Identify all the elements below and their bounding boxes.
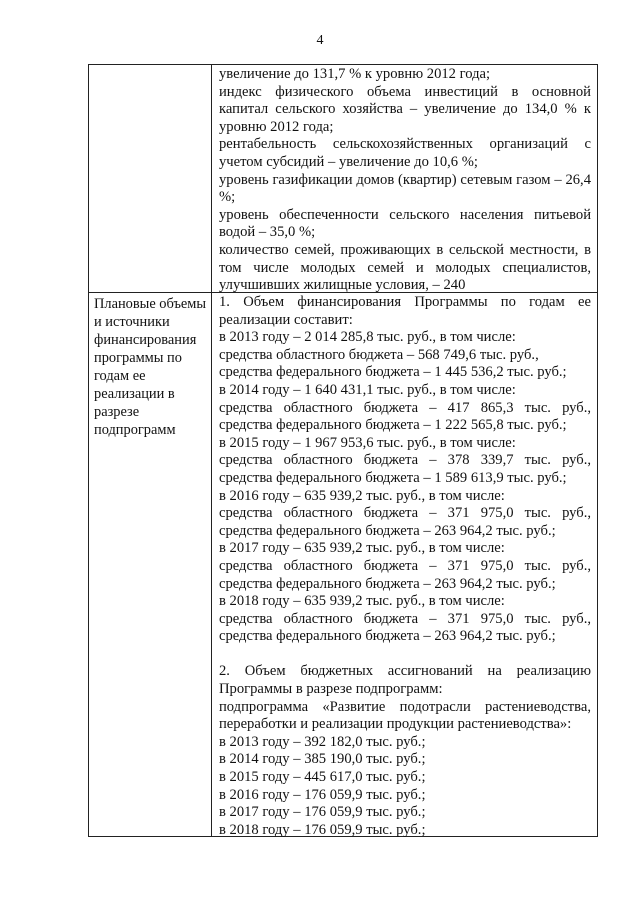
financing-line: в 2016 году – 635 939,2 тыс. руб., в том числе: [219,487,505,504]
column-divider [211,65,212,836]
indicator-item: количество семей, проживающих в сельской местности, в том числе молодых семей и молодых специалистов, улучшивших жилищные условия, – 240 [219,241,591,294]
indicator-item: уровень газификации домов (квартир) сетевым газом – 26,4 %; [219,171,591,206]
allocation-line: в 2015 году – 445 617,0 тыс. руб.; [219,769,426,786]
row-label: Плановые объемы и источники финансирования программы по годам ее реализации в разрезе подпрограмм [94,296,207,438]
financing-line: средства областного бюджета – 417 865,3 тыс. руб., [219,399,591,416]
indicator-item: рентабельность сельскохозяйственных организаций с учетом субсидий – увеличение до 10,6 %; [219,136,591,170]
financing-line: средства областного бюджета – 568 749,6 тыс. руб., [219,346,539,363]
subprogram-title: подпрограмма «Развитие подотрасли растениеводства, переработки и реализации продукции растениеводства»: [219,698,591,733]
financing-line: в 2014 году – 1 640 431,1 тыс. руб., в том числе: [219,381,516,398]
allocations-heading: 2. Объем бюджетных ассигнований на реализацию Программы в разрезе подпрограмм: [219,663,591,698]
spacer [219,646,591,664]
financing-line: средства федерального бюджета – 263 964,2 тыс. руб.; [219,522,556,539]
indicator-item: уровень обеспеченности сельского населения питьевой водой – 35,0 %; [219,206,591,241]
financing-line: средства федерального бюджета – 263 964,2 тыс. руб.; [219,628,556,645]
financing-line: в 2015 году – 1 967 953,6 тыс. руб., в том числе: [219,434,516,451]
allocation-line: в 2017 году – 176 059,9 тыс. руб.; [219,804,426,821]
financing-line: средства федерального бюджета – 1 589 613,9 тыс. руб.; [219,469,567,486]
indicators-cell [219,66,591,295]
financing-line: в 2018 году – 635 939,2 тыс. руб., в том числе: [219,593,505,610]
financing-line: средства федерального бюджета – 1 445 536,2 тыс. руб.; [219,364,567,381]
financing-heading: 1. Объем финансирования Программы по годам ее реализации составит: [219,294,591,328]
indicator-item: увеличение до 131,7 % к уровню 2012 года; [219,66,491,82]
financing-cell [219,294,591,839]
allocation-line: в 2016 году – 176 059,9 тыс. руб.; [219,786,426,803]
financing-line: средства областного бюджета – 371 975,0 тыс. руб., [219,610,591,627]
allocation-line: в 2018 году – 176 059,9 тыс. руб.; [219,821,426,838]
page-number: 4 [316,33,324,48]
financing-line: средства областного бюджета – 371 975,0 тыс. руб., [219,505,591,522]
allocation-line: в 2013 году – 392 182,0 тыс. руб.; [219,733,426,750]
indicator-item: индекс физического объема инвестиций в основной капитал сельского хозяйства – увеличение до 134,0 % к уровню 2012 года; [219,83,591,135]
financing-line: средства федерального бюджета – 263 964,2 тыс. руб.; [219,575,556,592]
passport-table [88,64,598,837]
financing-line: в 2013 году – 2 014 285,8 тыс. руб., в том числе: [219,329,516,346]
financing-line: средства федерального бюджета – 1 222 565,8 тыс. руб.; [219,417,567,434]
financing-line: средства областного бюджета – 378 339,7 тыс. руб., [219,452,591,469]
allocation-line: в 2014 году – 385 190,0 тыс. руб.; [219,751,426,768]
financing-line: средства областного бюджета – 371 975,0 тыс. руб., [219,557,591,574]
financing-line: в 2017 году – 635 939,2 тыс. руб., в том числе: [219,540,505,557]
